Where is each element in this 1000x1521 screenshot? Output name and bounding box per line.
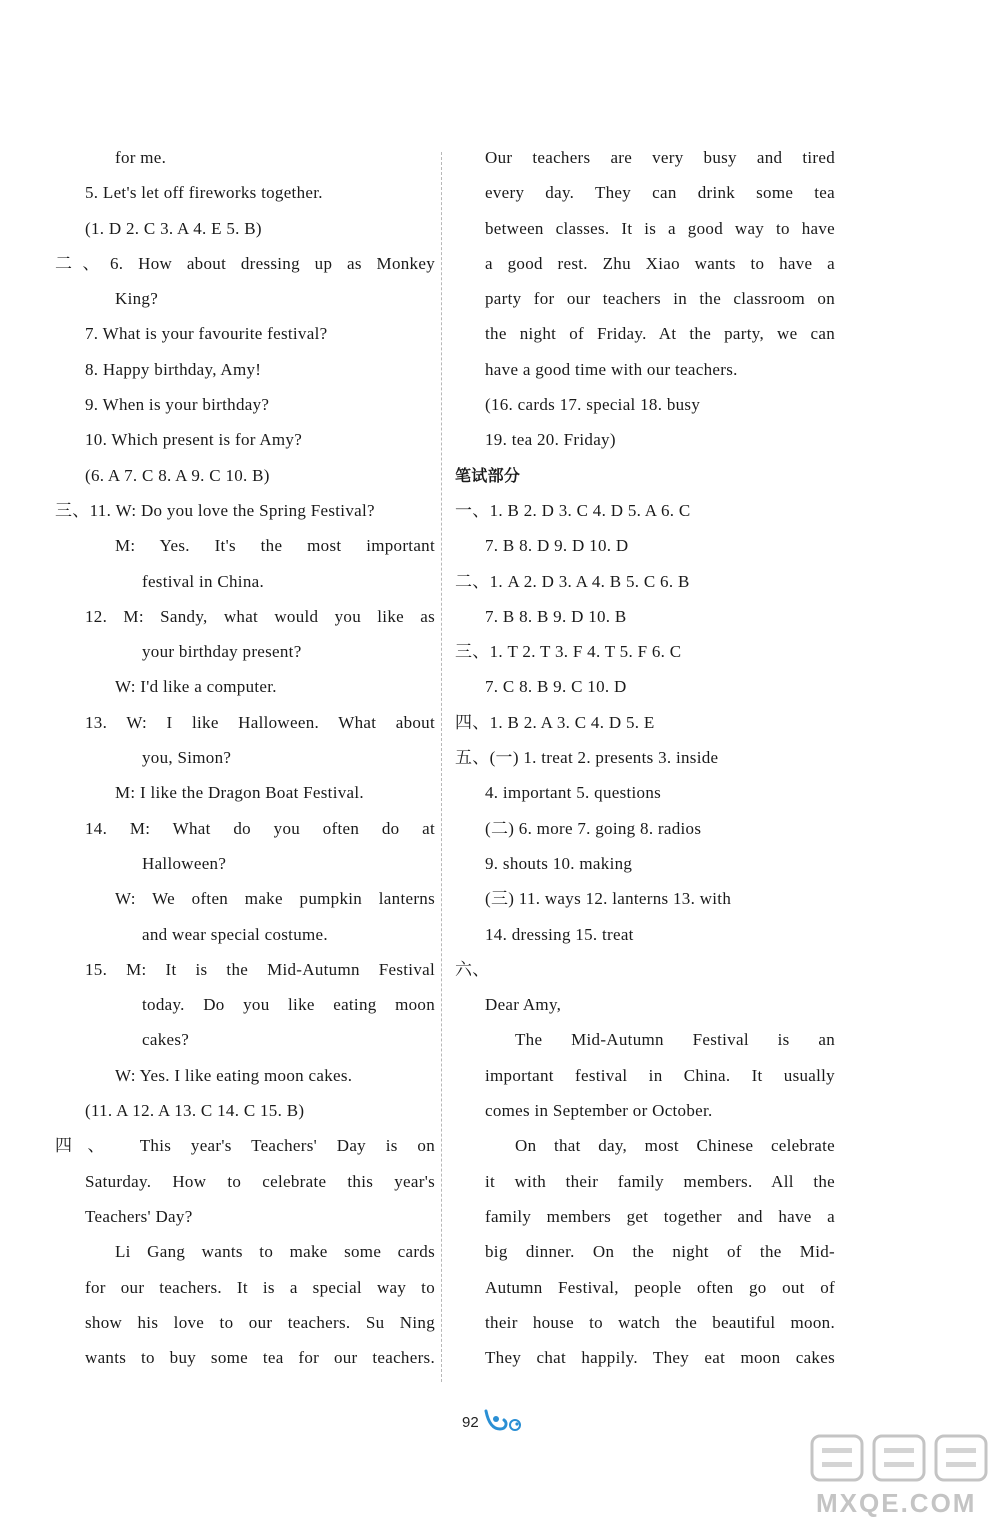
left-column-line: Halloween? xyxy=(142,853,227,873)
left-column-line: wants to buy some tea for our teachers. xyxy=(85,1348,435,1368)
right-column-line: The Mid-Autumn Festival is an xyxy=(515,1030,835,1050)
left-column-line: you, Simon? xyxy=(142,748,232,768)
right-column-line: Dear Amy, xyxy=(485,995,562,1015)
page-number: 92 xyxy=(462,1414,479,1431)
right-column-line: (二) 6. more 7. going 8. radios xyxy=(485,818,702,838)
right-column-line: 三、1. T 2. T 3. F 4. T 5. F 6. C xyxy=(455,642,682,662)
right-column-line: Autumn Festival, people often go out of xyxy=(485,1277,835,1297)
right-column-line: (三) 11. ways 12. lanterns 13. with xyxy=(485,889,732,909)
left-column-line: (1. D 2. C 3. A 4. E 5. B) xyxy=(85,218,262,238)
left-column-line: 10. Which present is for Amy? xyxy=(85,430,303,450)
left-column-line: M: I like the Dragon Boat Festival. xyxy=(115,783,364,803)
left-column-line: 7. What is your favourite festival? xyxy=(85,324,328,344)
right-column-line: important festival in China. It usually xyxy=(485,1065,835,1085)
left-column-line: 13. W: I like Halloween. What about xyxy=(85,712,435,732)
right-column-line: 一、1. B 2. D 3. C 4. D 5. A 6. C xyxy=(455,500,691,520)
right-column-line: a good rest. Zhu Xiao wants to have a xyxy=(485,253,835,273)
left-column-line: festival in China. xyxy=(142,571,265,591)
left-column-line: King? xyxy=(115,289,159,309)
column-divider xyxy=(441,152,442,1382)
left-column-line: for our teachers. It is a special way to xyxy=(85,1277,435,1297)
right-column-line: 9. shouts 10. making xyxy=(485,853,633,873)
left-column-line: Saturday. How to celebrate this year's xyxy=(85,1171,435,1191)
left-column-line: 15. M: It is the Mid-Autumn Festival xyxy=(85,959,435,979)
right-column xyxy=(455,140,835,1375)
right-column-line: comes in September or October. xyxy=(485,1101,713,1121)
right-column-line: the night of Friday. At the party, we can xyxy=(485,324,835,344)
right-column-line: They chat happily. They eat moon cakes xyxy=(485,1348,835,1368)
right-column-line: 7. B 8. B 9. D 10. B xyxy=(485,606,627,626)
right-column-line: 7. B 8. D 9. D 10. D xyxy=(485,536,629,556)
left-column-line: 二、6. How about dressing up as Monkey xyxy=(55,253,435,273)
left-column-line: 三、11. W: Do you love the Spring Festival? xyxy=(55,500,375,520)
left-column-line: today. Do you like eating moon xyxy=(142,995,435,1015)
left-column-line: 14. M: What do you often do at xyxy=(85,818,435,838)
right-column-line: 7. C 8. B 9. C 10. D xyxy=(485,677,627,697)
right-column-line: family members get together and have a xyxy=(485,1206,835,1226)
left-column-line: 四、 This year's Teachers' Day is on xyxy=(55,1136,435,1156)
right-column-line: 4. important 5. questions xyxy=(485,783,662,803)
left-column-line: (6. A 7. C 8. A 9. C 10. B) xyxy=(85,465,270,485)
left-column xyxy=(55,140,435,1375)
left-column-line: W: I'd like a computer. xyxy=(115,677,277,697)
left-column-line: W: We often make pumpkin lanterns xyxy=(115,889,435,909)
right-column-line: On that day, most Chinese celebrate xyxy=(515,1136,835,1156)
right-column-line: 四、1. B 2. A 3. C 4. D 5. E xyxy=(455,712,655,732)
right-column-line: 二、1. A 2. D 3. A 4. B 5. C 6. B xyxy=(455,571,690,591)
watermark-logo xyxy=(808,1432,998,1518)
right-column-line: (16. cards 17. special 18. busy xyxy=(485,395,701,415)
left-column-line: your birthday present? xyxy=(142,642,302,662)
right-column-line: between classes. It is a good way to have xyxy=(485,218,835,238)
right-column-line: 19. tea 20. Friday) xyxy=(485,430,616,450)
left-column-line: for me. xyxy=(115,148,167,167)
right-column-line: party for our teachers in the classroom on xyxy=(485,289,835,309)
right-column-line: Our teachers are very busy and tired xyxy=(485,148,835,167)
right-column-line: have a good time with our teachers. xyxy=(485,359,738,379)
right-column-line: 14. dressing 15. treat xyxy=(485,924,634,944)
left-column-line: 5. Let's let off fireworks together. xyxy=(85,183,323,203)
left-column-line: (11. A 12. A 13. C 14. C 15. B) xyxy=(85,1101,305,1121)
left-column-line: show his love to our teachers. Su Ning xyxy=(85,1312,435,1332)
left-column-line: M: Yes. It's the most important xyxy=(115,536,435,556)
left-column-line: cakes? xyxy=(142,1030,190,1050)
left-column-line: Li Gang wants to make some cards xyxy=(115,1242,435,1262)
right-column-line: 五、(一) 1. treat 2. presents 3. inside xyxy=(455,748,719,768)
right-column-line: 六、 xyxy=(455,959,490,979)
right-column-line: their house to watch the beautiful moon. xyxy=(485,1312,835,1332)
swirl-ornament-icon xyxy=(482,1407,528,1433)
left-column-line: and wear special costume. xyxy=(142,924,328,944)
left-column-line: Teachers' Day? xyxy=(85,1206,193,1226)
right-column-line: it with their family members. All the xyxy=(485,1171,835,1191)
section-heading: 笔试部分 xyxy=(455,465,521,485)
right-column-line: every day. They can drink some tea xyxy=(485,183,835,203)
svg-text:MXQE.COM: MXQE.COM xyxy=(816,1488,977,1518)
left-column-line: 9. When is your birthday? xyxy=(85,395,270,415)
left-column-line: 12. M: Sandy, what would you like as xyxy=(85,606,435,626)
right-column-line: big dinner. On the night of the Mid- xyxy=(485,1242,835,1262)
left-column-line: 8. Happy birthday, Amy! xyxy=(85,359,262,379)
left-column-line: W: Yes. I like eating moon cakes. xyxy=(115,1065,353,1085)
